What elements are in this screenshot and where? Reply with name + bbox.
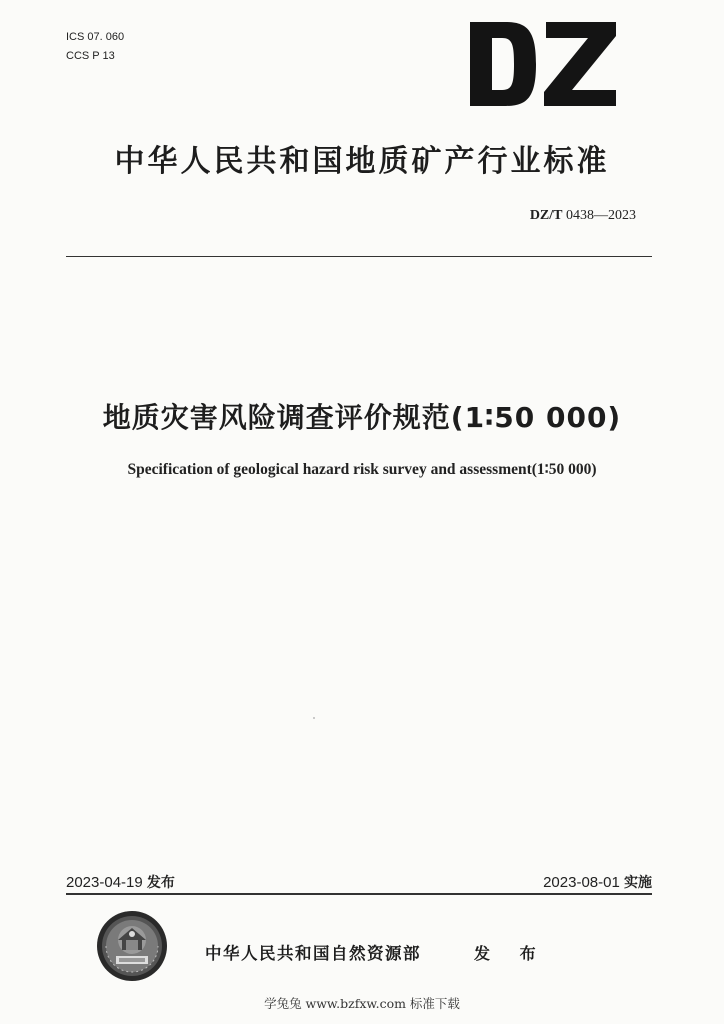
issue-date-label: 发布 [146,875,175,891]
implementation-date-value: 2023-08-01 [543,874,620,891]
issue-verb: 发 布 [474,944,548,963]
scan-speck [313,717,315,719]
footer-divider [66,893,652,895]
industry-standard-title: 中华人民共和国地质矿产行业标准 [114,144,610,179]
website-watermark[interactable]: 学兔兔 www.bzfxw.com 标准下载 [264,996,460,1011]
header-divider [66,256,652,257]
ics-code: ICS 07. 060 [66,31,125,43]
title-english: Specification of geological hazard risk survey and assessment(1∶50 000) [127,461,597,478]
implementation-date-label: 实施 [624,875,652,891]
official-seal-icon [96,910,168,982]
issue-date [66,872,175,892]
implementation-date [543,872,652,892]
dz-logo [470,22,616,106]
ccs-code: CCS P 13 [66,50,115,62]
issue-date-value: 2023-04-19 [66,874,143,891]
standard-number-value: 0438—2023 [566,208,636,223]
standard-number [530,208,636,224]
issuing-authority: 中华人民共和国自然资源部 [205,944,421,963]
title-chinese: 地质灾害风险调查评价规范(1∶50 000) [102,401,622,434]
classification-codes [66,28,124,66]
standard-code: DZ/T [529,208,563,223]
